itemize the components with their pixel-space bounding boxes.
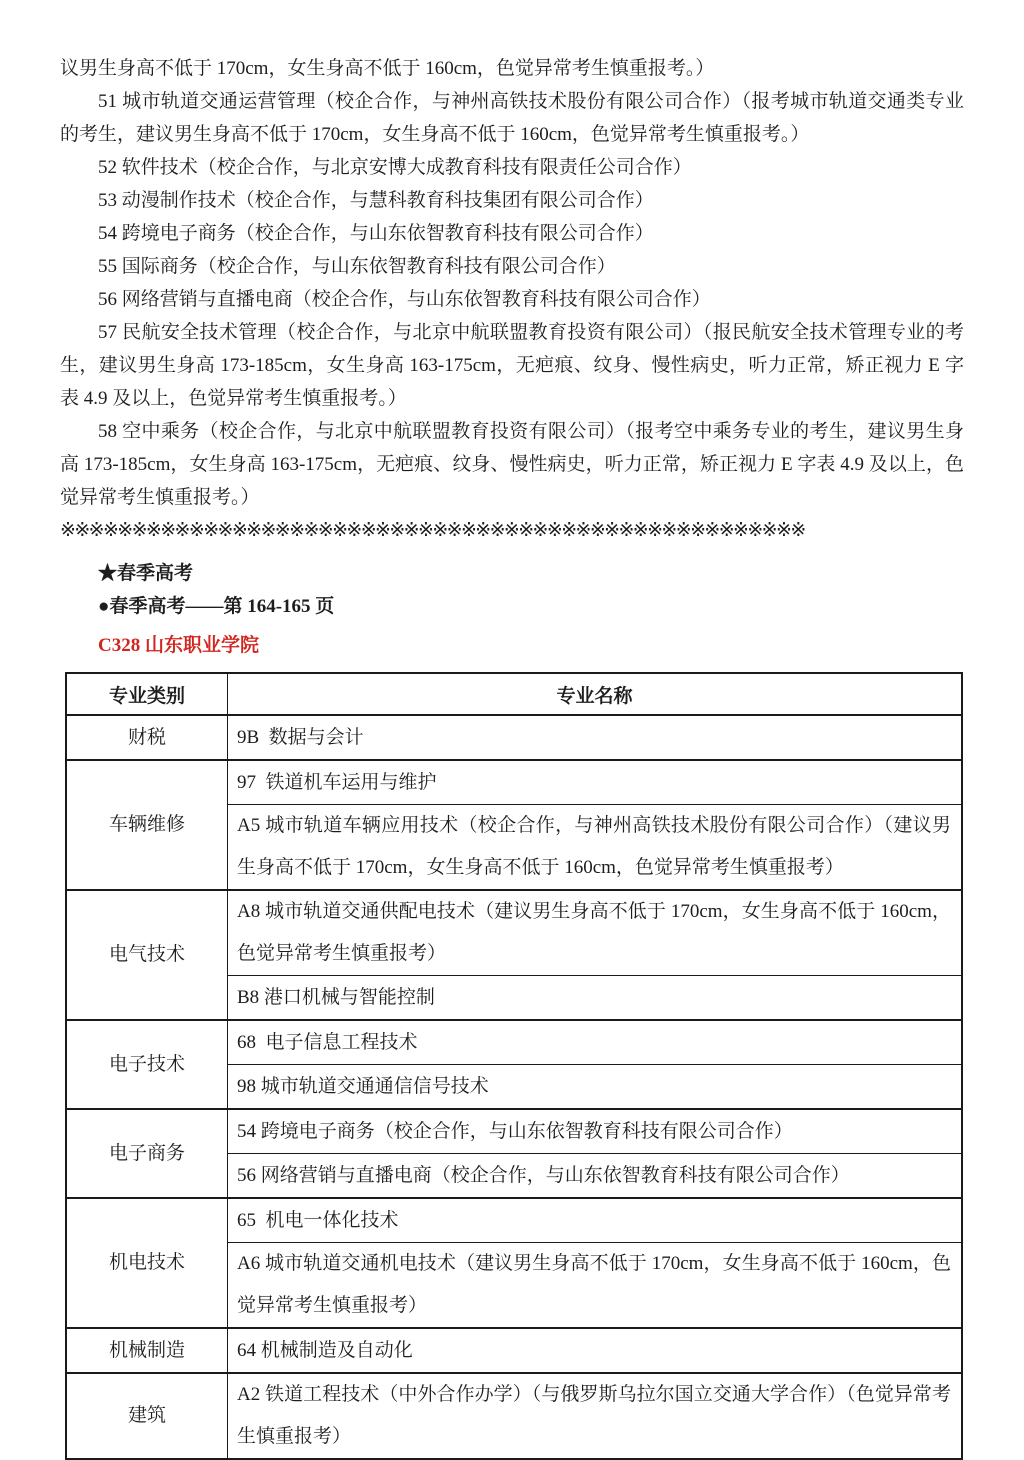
category-cell: 机械制造	[66, 1328, 228, 1373]
category-cell: 电子商务	[66, 1109, 228, 1198]
major-paragraph: 56 网络营销与直播电商（校企合作，与山东依智教育科技有限公司合作）	[98, 289, 711, 310]
major-cell: 97 铁道机车运用与维护	[228, 760, 963, 805]
header-row	[66, 673, 962, 715]
major-paragraph: 议男生身高不低于 170cm，女生身高不低于 160cm，色觉异常考生慎重报考。）	[60, 58, 715, 79]
major-paragraph: 51 城市轨道交通运营管理（校企合作，与神州高铁技术股份有限公司合作）（报考城市轨道交通类专业的考生，建议男生身高不低于 170cm，女生身高不低于 160cm，色觉异常考生慎重报考。）	[60, 91, 964, 145]
major-cell: 56 网络营销与直播电商（校企合作，与山东依智教育科技有限公司合作）	[228, 1154, 963, 1199]
category-cell: 建筑	[66, 1373, 228, 1459]
major-cell: 68 电子信息工程技术	[228, 1020, 963, 1065]
major-paragraph: 52 软件技术（校企合作，与北京安博大成教育科技有限责任公司合作）	[98, 157, 692, 178]
category-cell: 电气技术	[66, 890, 228, 1020]
major-cell: 9B 数据与会计	[228, 715, 963, 760]
major-cell: A5 城市轨道车辆应用技术（校企合作，与神州高铁技术股份有限公司合作）（建议男生身高不低于 170cm，女生身高不低于 160cm，色觉异常考生慎重报考）	[228, 805, 963, 891]
category-cell: 机电技术	[66, 1198, 228, 1328]
table-row	[66, 1020, 962, 1065]
table-row	[66, 890, 962, 976]
table-row	[66, 1198, 962, 1243]
majors-table	[65, 672, 963, 1460]
spring-exam-page-ref: ●春季高考——第 164-165 页	[98, 596, 335, 617]
major-cell: 65 机电一体化技术	[228, 1198, 963, 1243]
college-heading: C328 山东职业学院	[98, 635, 259, 656]
major-cell: 64 机械制造及自动化	[228, 1328, 963, 1373]
section-separator: ※※※※※※※※※※※※※※※※※※※※※※※※※※※※※※※※※※※※※※※※※※※※※※※※※※※※	[60, 520, 805, 541]
table-row	[66, 1109, 962, 1154]
major-cell: B8 港口机械与智能控制	[228, 976, 963, 1021]
major-cell: A2 铁道工程技术（中外合作办学）（与俄罗斯乌拉尔国立交通大学合作）（色觉异常考生慎重报考）	[228, 1373, 963, 1459]
category-cell: 车辆维修	[66, 760, 228, 890]
column-header-category: 专业类别	[66, 673, 228, 715]
table-row	[66, 715, 962, 760]
spring-exam-star-heading: ★春季高考	[98, 563, 194, 584]
majors-table-header	[66, 673, 962, 715]
major-paragraph: 54 跨境电子商务（校企合作，与山东依智教育科技有限公司合作）	[98, 223, 654, 244]
table-row	[66, 760, 962, 805]
major-paragraph: 58 空中乘务（校企合作，与北京中航联盟教育投资有限公司）（报考空中乘务专业的考生，建议男生身高 173-185cm，女生身高 163-175cm，无疤痕、纹身、慢性病史，听力正常，矫正视力 E 字表 4.9 及以上，色觉异常考生慎重报考。）	[60, 421, 964, 508]
category-cell: 财税	[66, 715, 228, 760]
major-cell: A6 城市轨道交通机电技术（建议男生身高不低于 170cm，女生身高不低于 160cm，色觉异常考生慎重报考）	[228, 1243, 963, 1329]
major-cell: 54 跨境电子商务（校企合作，与山东依智教育科技有限公司合作）	[228, 1109, 963, 1154]
column-header-name: 专业名称	[228, 673, 963, 715]
major-cell: 98 城市轨道交通通信信号技术	[228, 1065, 963, 1110]
major-cell: A8 城市轨道交通供配电技术（建议男生身高不低于 170cm，女生身高不低于 160cm，色觉异常考生慎重报考）	[228, 890, 963, 976]
table-row	[66, 1328, 962, 1373]
majors-table-body	[66, 715, 962, 1459]
category-cell: 电子技术	[66, 1020, 228, 1109]
major-paragraph: 55 国际商务（校企合作，与山东依智教育科技有限公司合作）	[98, 256, 616, 277]
table-row	[66, 1373, 962, 1459]
major-paragraph: 53 动漫制作技术（校企合作，与慧科教育科技集团有限公司合作）	[98, 190, 654, 211]
major-paragraph: 57 民航安全技术管理（校企合作，与北京中航联盟教育投资有限公司）（报民航安全技术管理专业的考生，建议男生身高 173-185cm，女生身高 163-175cm，无疤痕、纹身、慢性病史，听力正常，矫正视力 E 字表 4.9 及以上，色觉异常考生慎重报考。）	[60, 322, 964, 409]
majors-paragraphs	[60, 52, 964, 514]
